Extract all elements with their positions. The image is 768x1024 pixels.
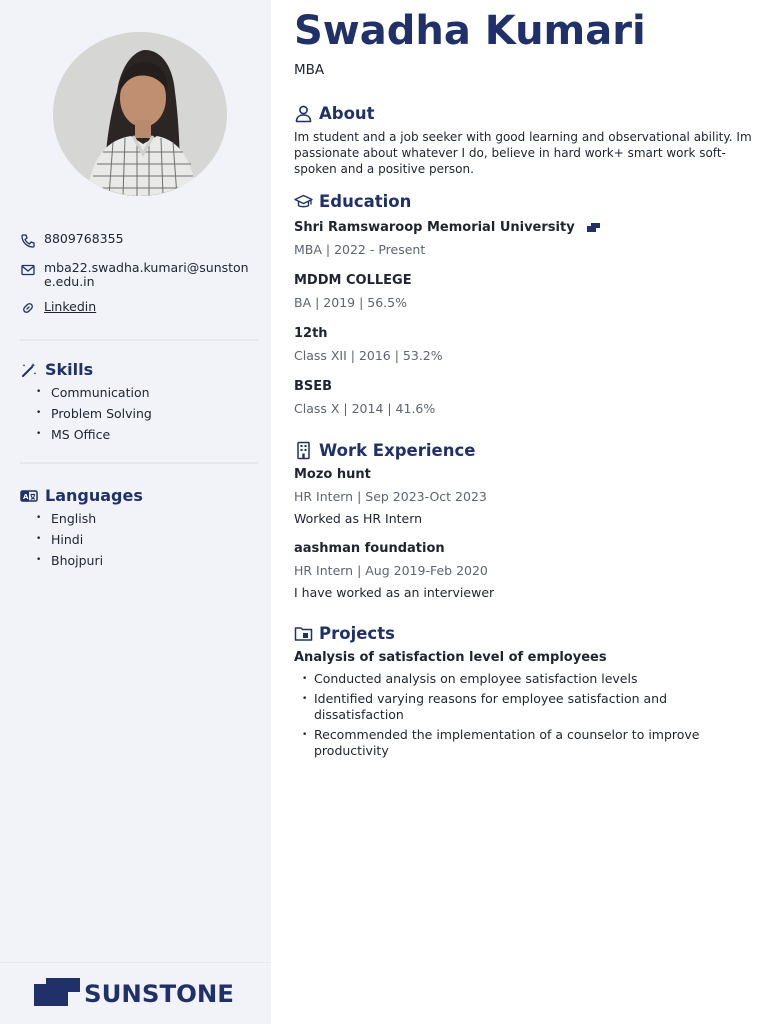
education-heading <box>294 192 411 211</box>
education-entry-meta: MBA | 2022 - Present <box>294 242 426 257</box>
candidate-name: Swadha Kumari <box>294 8 646 54</box>
list-item: • Recommended the implementation of a counselor to improve productivity <box>302 727 754 759</box>
projects-heading <box>294 624 395 643</box>
education-entry-title <box>294 220 600 235</box>
brand-wordmark: SUNSTONE <box>84 980 234 1008</box>
work-title: Work Experience <box>319 441 476 460</box>
email-address[interactable]: mba22.swadha.kumari@sunstone.edu.in <box>44 260 249 289</box>
education-entry-meta: Class X | 2014 | 41.6% <box>294 401 436 416</box>
graduation-cap-icon <box>294 192 313 211</box>
skills-title: Skills <box>45 360 94 379</box>
list-item: • English <box>36 508 103 529</box>
education-entry-title: MDDM COLLEGE <box>294 273 412 288</box>
school-name: Shri Ramswaroop Memorial University <box>294 220 575 235</box>
projects-title: Projects <box>319 624 395 643</box>
list-item: • Communication <box>36 382 152 403</box>
education-entry-title: BSEB <box>294 379 333 394</box>
list-item: • Identified varying reasons for employee satisfaction and dissatisfaction <box>302 691 754 723</box>
phone-row <box>20 232 260 249</box>
languages-heading <box>20 486 143 505</box>
list-item: • MS Office <box>36 424 152 445</box>
skills-list <box>36 382 152 445</box>
about-text: Im student and a job seeker with good learning and observational ability. Im passionate about whatever I do, believe in hard work+ smart work soft-spoken and a positive person. <box>294 130 752 176</box>
footer <box>0 962 271 1024</box>
languages-title: Languages <box>45 486 143 505</box>
user-icon <box>294 104 313 123</box>
list-item: • Bhojpuri <box>36 550 103 571</box>
profile-photo <box>53 32 227 196</box>
about-heading <box>294 104 375 123</box>
university-logo-icon <box>587 223 600 232</box>
skills-heading <box>20 360 93 379</box>
phone-icon <box>20 233 36 249</box>
list-item: • Problem Solving <box>36 403 152 424</box>
magic-wand-icon <box>20 361 38 379</box>
about-title: About <box>319 104 375 123</box>
work-entry-meta: HR Intern | Aug 2019-Feb 2020 <box>294 563 488 578</box>
education-entry-title: 12th <box>294 326 328 341</box>
linkedin-link[interactable]: Linkedin <box>44 299 97 314</box>
project-bullets <box>302 671 754 763</box>
phone-number: 8809768355 <box>44 231 124 246</box>
work-entry-title: Mozo hunt <box>294 467 371 482</box>
mail-icon <box>20 262 36 278</box>
degree-label: MBA <box>294 62 325 78</box>
education-entry-meta: BA | 2019 | 56.5% <box>294 295 407 310</box>
sidebar <box>0 0 271 1024</box>
language-icon <box>20 487 38 505</box>
project-name: Analysis of satisfaction level of employees <box>294 650 607 665</box>
building-icon <box>294 441 313 460</box>
list-item: • Conducted analysis on employee satisfaction levels <box>302 671 754 687</box>
folder-icon <box>294 624 313 643</box>
work-entry-title: aashman foundation <box>294 541 445 556</box>
education-entry-meta: Class XII | 2016 | 53.2% <box>294 348 443 363</box>
languages-list <box>36 508 103 571</box>
email-row <box>20 261 260 289</box>
work-heading <box>294 441 475 460</box>
divider <box>20 339 258 341</box>
list-item: • Hindi <box>36 529 103 550</box>
work-entry-meta: HR Intern | Sep 2023-Oct 2023 <box>294 489 487 504</box>
work-entry-desc: Worked as HR Intern <box>294 511 423 526</box>
link-icon <box>20 300 36 316</box>
divider <box>20 462 258 464</box>
work-entry-desc: I have worked as an interviewer <box>294 585 495 600</box>
education-title: Education <box>319 192 412 211</box>
linkedin-row <box>20 299 260 316</box>
svg-text:A: A <box>23 492 29 501</box>
sunstone-logo <box>34 970 244 1014</box>
